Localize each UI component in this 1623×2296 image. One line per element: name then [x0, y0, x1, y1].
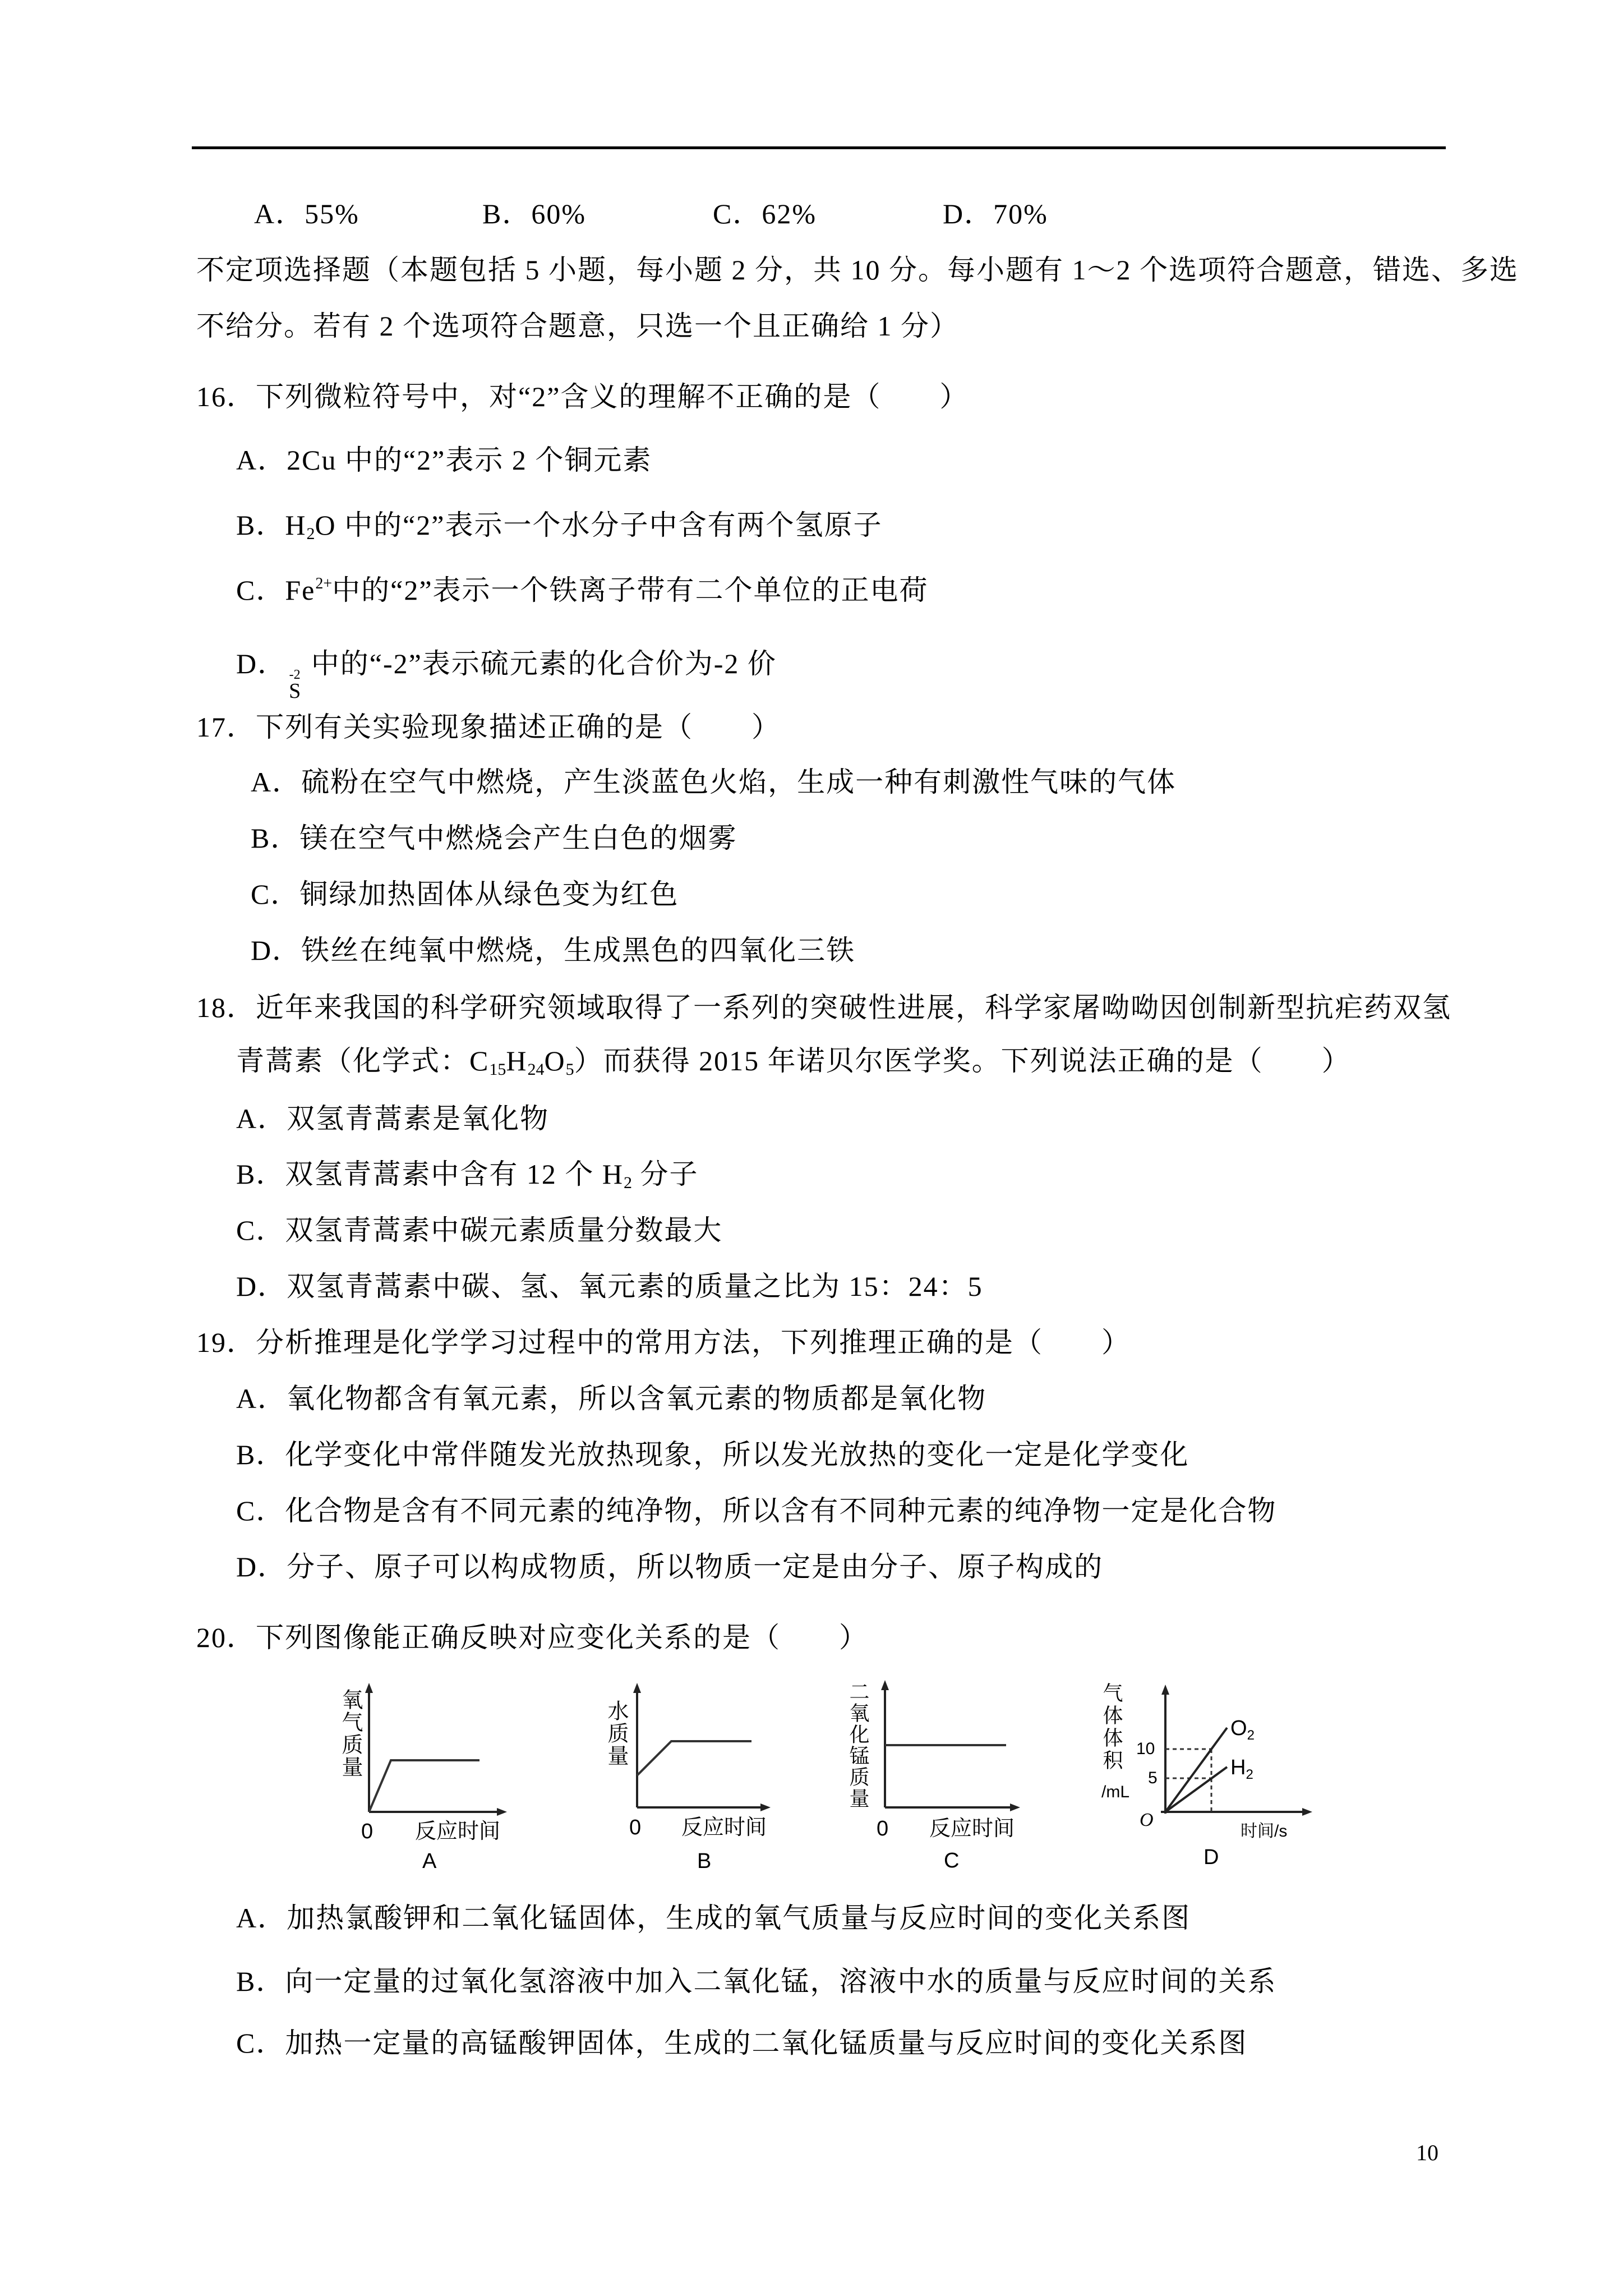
y-axis-arrow [365, 1683, 373, 1693]
q16-option-c-text: 中的“2”表示一个铁离子带有二个单位的正电荷 [332, 574, 929, 606]
q17-option-b: B．镁在空气中燃烧会产生白色的烟雾 [251, 822, 737, 854]
q19-stem: 19．分析推理是化学学习过程中的常用方法，下列推理正确的是（ ） [196, 1327, 1131, 1358]
q20-option-a: A．加热氯酸钾和二氧化锰固体，生成的氧气质量与反应时间的变化关系图 [236, 1902, 1191, 1934]
q18-stem-line1: 18．近年来我国的科学研究领域取得了一系列的突破性进展，科学家屠呦呦因创制新型抗疟药双氢 [196, 992, 1451, 1023]
q18-option-b-prefix: B．双氢青蒿素中含有 12 个 H [236, 1158, 624, 1190]
q16-option-d-text: 中的“-2”表示硫元素的化合价为-2 价 [303, 648, 777, 679]
series-label-o2 [1230, 1717, 1255, 1743]
page-number: 10 [1416, 2140, 1438, 2165]
series-label-h2 [1230, 1756, 1253, 1782]
subscript: 2 [623, 1174, 632, 1192]
figure-caption: C [944, 1849, 960, 1872]
q16-option-b-prefix: B．H [236, 509, 307, 541]
y-axis-label: 二氧化锰质量 [847, 1681, 870, 1809]
x-axis-arrow [1010, 1803, 1020, 1811]
origin-label: O [1140, 1810, 1154, 1830]
q18-stem-text: 青蒿素（化学式：C [236, 1045, 490, 1076]
x-axis-arrow [1302, 1808, 1312, 1816]
valence-value: -2 [289, 668, 301, 682]
figure-d [1094, 1674, 1329, 1879]
origin-label: 0 [877, 1817, 889, 1841]
curve [369, 1760, 479, 1812]
q18-option-b [236, 1157, 698, 1191]
section-instructions-line1: 不定项选择题（本题包括 5 小题，每小题 2 分，共 10 分。每小题有 1～2 个选项符合题意，错选、多选 [196, 254, 1519, 286]
q20-stem: 20．下列图像能正确反映对应变化关系的是（ ） [196, 1622, 868, 1653]
q18-stem-text: ）而获得 2015 年诺贝尔医学奖。下列说法正确的是（ ） [574, 1045, 1351, 1076]
series-label-base: O [1230, 1717, 1247, 1740]
y-axis-arrow [1161, 1685, 1169, 1695]
x-axis-label: 反应时间 [929, 1817, 1015, 1841]
q16-option-d [236, 647, 777, 702]
q18-stem-line2 [236, 1044, 1351, 1078]
x-axis-label: 反应时间 [415, 1820, 501, 1843]
q18-option-a: A．双氢青蒿素是氧化物 [236, 1103, 550, 1134]
q19-option-c: C．化合物是含有不同元素的纯净物，所以含有不同种元素的纯净物一定是化合物 [236, 1495, 1277, 1526]
y-axis-unit: /mL [1101, 1783, 1130, 1801]
q16-option-c [236, 573, 929, 607]
q18-option-b-text: 分子 [631, 1158, 699, 1190]
formula-element: H [506, 1045, 528, 1076]
subscript: 2 [1246, 1767, 1253, 1782]
subscript: 15 [489, 1060, 506, 1079]
x-axis-label: 反应时间 [681, 1816, 767, 1839]
x-axis-arrow [497, 1808, 507, 1816]
superscript-charge: 2+ [315, 575, 333, 592]
section-instructions-line2: 不给分。若有 2 个选项符合题意，只选一个且正确给 1 分） [196, 310, 959, 342]
q16-option-c-prefix: C．Fe [236, 574, 316, 606]
q18-option-c: C．双氢青蒿素中碳元素质量分数最大 [236, 1214, 723, 1246]
figure-caption: B [697, 1849, 712, 1873]
q19-option-d: D．分子、原子可以构成物质，所以物质一定是由分子、原子构成的 [236, 1551, 1104, 1582]
q15-option-c: C．62% [713, 198, 817, 229]
q19-option-b: B．化学变化中常伴随发光放热现象，所以发光放热的变化一定是化学变化 [236, 1439, 1189, 1470]
q20-option-b: B．向一定量的过氧化氢溶液中加入二氧化锰，溶液中水的质量与反应时间的关系 [236, 1966, 1277, 1997]
q16-option-b-text: O 中的“2”表示一个水分子中含有两个氢原子 [315, 509, 883, 541]
header-rule [192, 146, 1446, 149]
x-axis-arrow [760, 1803, 771, 1811]
origin-label: 0 [629, 1816, 642, 1839]
q17-option-d: D．铁丝在纯氧中燃烧，生成黑色的四氧化三铁 [251, 935, 856, 966]
origin-label: 0 [361, 1820, 374, 1843]
q18-option-d: D．双氢青蒿素中碳、氢、氧元素的质量之比为 15：24：5 [236, 1271, 983, 1302]
q16-option-b [236, 508, 882, 542]
q17-option-c: C．铜绿加热固体从绿色变为红色 [251, 878, 679, 910]
figure-c [838, 1674, 1029, 1879]
curve [637, 1741, 751, 1775]
y-axis-arrow [881, 1680, 889, 1690]
q20-option-c: C．加热一定量的高锰酸钾固体，生成的二氧化锰质量与反应时间的变化关系图 [236, 2027, 1248, 2059]
figure-caption: D [1204, 1846, 1219, 1869]
q16-option-d-prefix: D． [236, 648, 287, 679]
q17-stem: 17．下列有关实验现象描述正确的是（ ） [196, 711, 781, 743]
sulfur-valence-notation [289, 668, 301, 702]
y-axis-label: 水质量 [604, 1700, 628, 1767]
q16-stem: 16．下列微粒符号中，对“2”含义的理解不正确的是（ ） [196, 381, 969, 412]
q15-option-b: B．60% [482, 198, 586, 229]
tick-label-5: 5 [1148, 1769, 1158, 1787]
figure-caption: A [422, 1849, 437, 1873]
subscript: 24 [527, 1060, 545, 1079]
o2-line [1165, 1728, 1227, 1812]
y-axis-label: 氧气质量 [338, 1688, 362, 1778]
x-axis-label: 时间/s [1241, 1822, 1288, 1841]
y-axis-label: 气体体积 [1100, 1682, 1123, 1772]
figure-b [594, 1677, 774, 1879]
subscript: 2 [1247, 1728, 1255, 1743]
series-label-base: H [1230, 1756, 1246, 1779]
h2-line [1165, 1767, 1227, 1812]
figure-a [331, 1677, 510, 1879]
element-symbol: S [289, 679, 301, 703]
q17-option-a: A．硫粉在空气中燃烧，产生淡蓝色火焰，生成一种有刺激性气味的气体 [251, 766, 1177, 798]
q15-option-d: D．70% [943, 198, 1048, 229]
q16-option-a: A．2Cu 中的“2”表示 2 个铜元素 [236, 444, 652, 476]
subscript: 2 [306, 524, 315, 543]
q15-option-a: A．55% [254, 198, 359, 229]
q19-option-a: A．氧化物都含有氧元素，所以含氧元素的物质都是氧化物 [236, 1383, 987, 1414]
subscript: 5 [565, 1060, 574, 1079]
formula-element: O [544, 1045, 566, 1076]
y-axis-arrow [633, 1683, 641, 1693]
tick-label-10: 10 [1136, 1740, 1155, 1758]
